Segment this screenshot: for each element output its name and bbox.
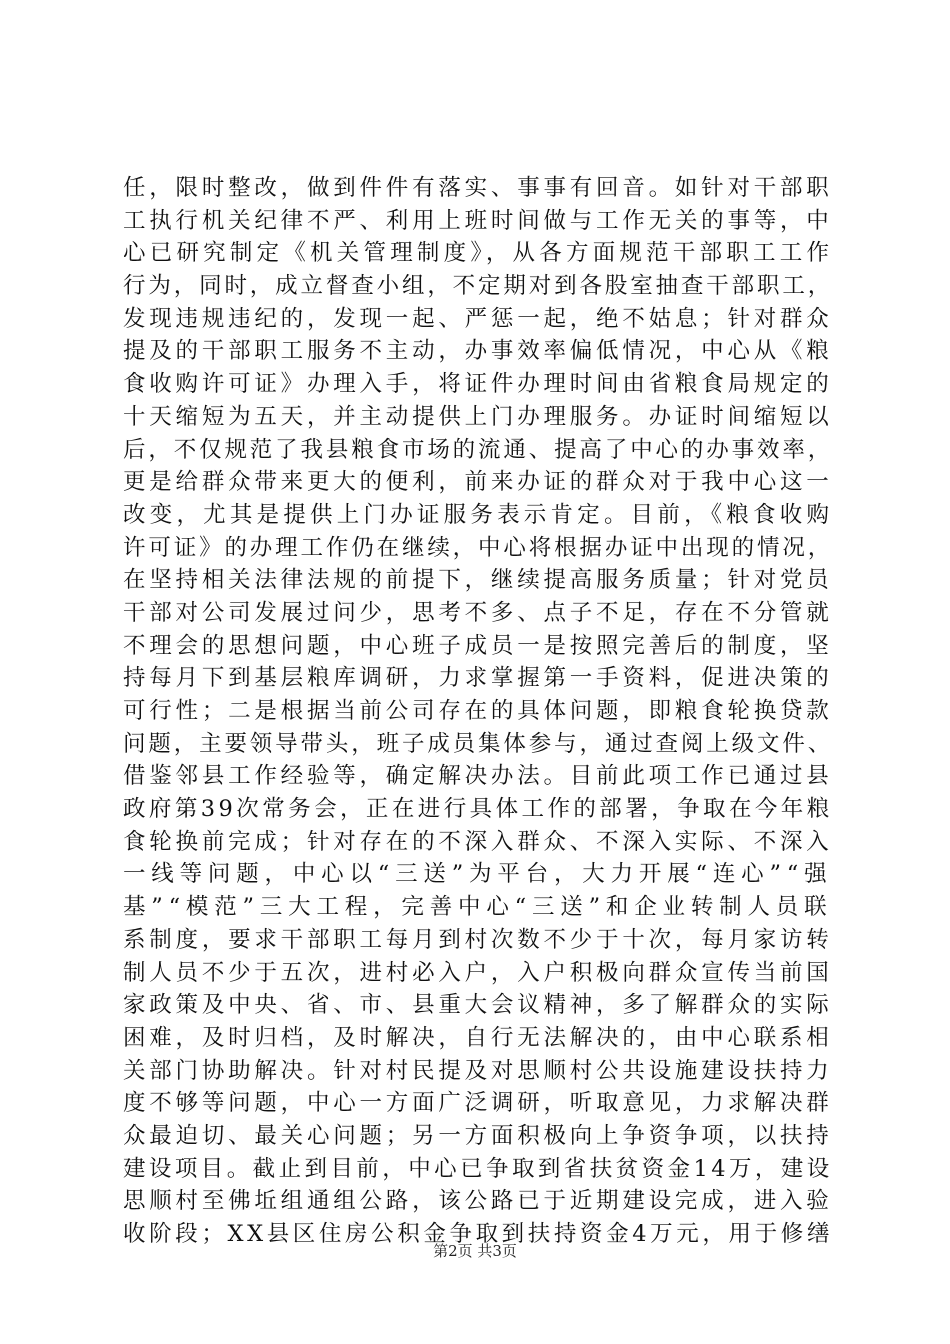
text-line: 后，不仅规范了我县粮食市场的流通、提高了中心的办事效率， xyxy=(123,436,833,463)
text-line: 不理会的思想问题，中心班子成员一是按照完善后的制度，坚 xyxy=(123,632,833,659)
text-line: 众最迫切、最关心问题；另一方面积极向上争资争项，以扶持 xyxy=(123,1122,833,1149)
text-line: 借鉴邻县工作经验等，确定解决办法。目前此项工作已通过县 xyxy=(123,763,833,790)
text-line: 可行性；二是根据当前公司存在的具体问题，即粮食轮换贷款 xyxy=(123,698,833,724)
text-line: 更是给群众带来更大的便利，前来办证的群众对于我中心这一 xyxy=(123,469,833,496)
text-line: 工执行机关纪律不严、利用上班时间做与工作无关的事等，中 xyxy=(123,207,833,234)
text-line: 提及的干部职工服务不主动，办事效率偏低情况，中心从《粮 xyxy=(123,338,833,365)
text-line: 行为，同时，成立督查小组，不定期对到各股室抽查干部职工， xyxy=(123,273,833,300)
text-line: 许可证》的办理工作仍在继续，中心将根据办证中出现的情况， xyxy=(123,534,833,561)
page-footer: 第2页 共3页 xyxy=(433,1242,517,1260)
text-line: 度不够等问题，中心一方面广泛调研，听取意见，力求解决群 xyxy=(123,1090,833,1117)
text-line: 任，限时整改，做到件件有落实、事事有回音。如针对干部职 xyxy=(123,175,833,201)
text-line: 系制度，要求干部职工每月到村次数不少于十次，每月家访转 xyxy=(123,926,833,953)
text-line: 食轮换前完成；针对存在的不深入群众、不深入实际、不深入 xyxy=(123,828,833,855)
text-line: 改变，尤其是提供上门办证服务表示肯定。目前，《粮食收购 xyxy=(123,501,833,528)
text-line: 问题，主要领导带头，班子成员集体参与，通过查阅上级文件、 xyxy=(123,730,833,757)
text-line: 政府第39次常务会，正在进行具体工作的部署，争取在今年粮 xyxy=(123,796,833,823)
text-line: 干部对公司发展过问少，思考不多、点子不足，存在不分管就 xyxy=(123,599,833,626)
text-line: 心已研究制定《机关管理制度》，从各方面规范干部职工工作 xyxy=(123,240,833,267)
text-line: 一线等问题，中心以“三送”为平台，大力开展“连心”“强 xyxy=(123,861,833,888)
text-line: 困难，及时归档，及时解决，自行无法解决的，由中心联系相 xyxy=(123,1024,833,1051)
text-line: 食收购许可证》办理入手，将证件办理时间由省粮食局规定的 xyxy=(123,371,833,398)
text-line: 收阶段；XX县区住房公积金争取到扶持资金4万元，用于修缮 xyxy=(123,1221,833,1247)
text-line: 在坚持相关法律法规的前提下，继续提高服务质量；针对党员 xyxy=(123,567,833,594)
body-paragraph xyxy=(123,172,833,1251)
text-line: 关部门协助解决。针对村民提及对思顺村公共设施建设扶持力 xyxy=(123,1057,833,1084)
text-line: 建设项目。截止到目前，中心已争取到省扶贫资金14万，建设 xyxy=(123,1155,833,1182)
text-line: 持每月下到基层粮库调研，力求掌握第一手资料，促进决策的 xyxy=(123,665,833,692)
text-line: 十天缩短为五天，并主动提供上门办理服务。办证时间缩短以 xyxy=(123,403,833,430)
text-line: 家政策及中央、省、市、县重大会议精神，多了解群众的实际 xyxy=(123,992,833,1019)
text-line: 思顺村至佛坵组通组公路，该公路已于近期建设完成，进入验 xyxy=(123,1188,833,1215)
text-line: 基”“模范”三大工程，完善中心“三送”和企业转制人员联 xyxy=(123,894,833,921)
text-line: 制人员不少于五次，进村必入户，入户积极向群众宣传当前国 xyxy=(123,959,833,986)
text-line: 发现违规违纪的，发现一起、严惩一起，绝不姑息；针对群众 xyxy=(123,305,833,332)
